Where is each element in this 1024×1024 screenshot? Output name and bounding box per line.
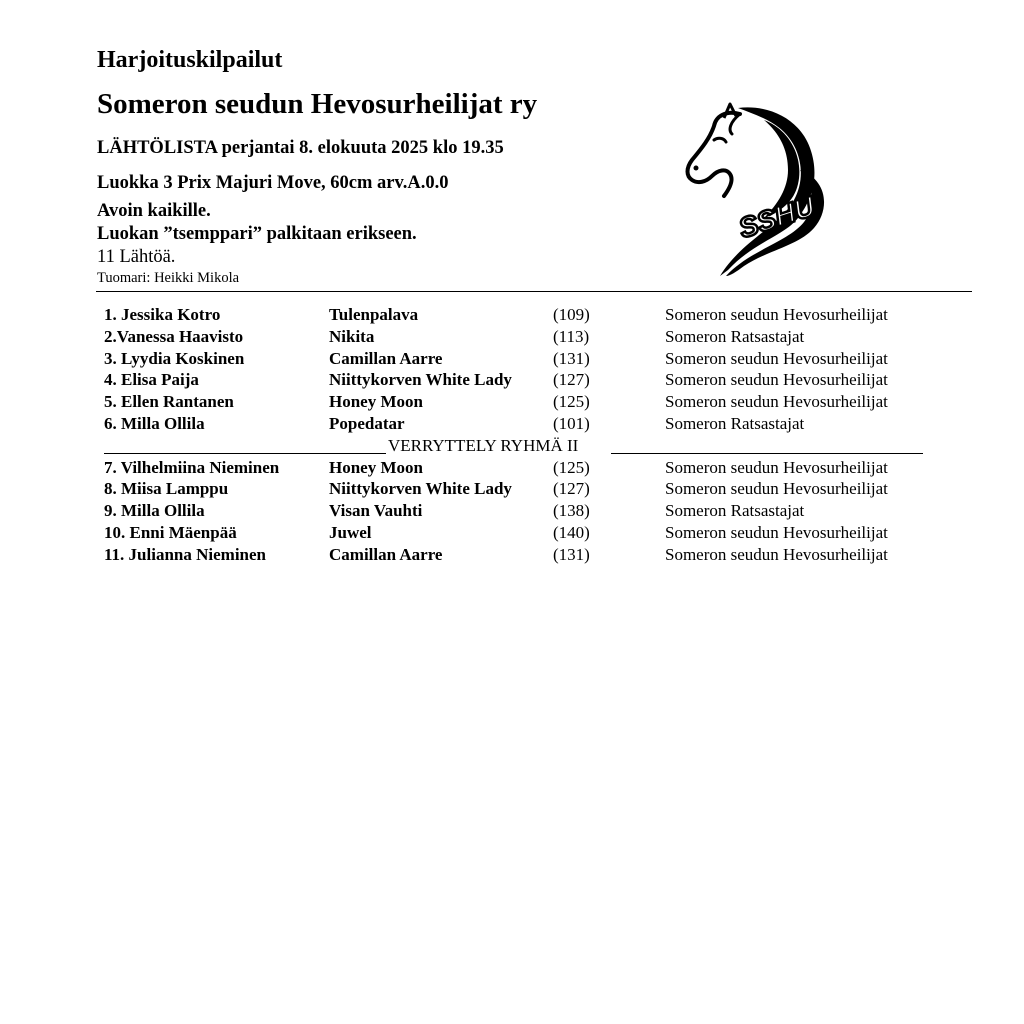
start-list-row (0, 369, 1024, 391)
start-group-1 (0, 304, 1024, 435)
horse-name: Honey Moon (329, 457, 423, 477)
horse-name: Camillan Aarre (329, 544, 443, 564)
rider-name: 7. Vilhelmiina Nieminen (104, 457, 280, 477)
horse-number: (140) (553, 522, 590, 542)
group-divider (0, 435, 1024, 457)
club-name: Someron seudun Hevosurheilijat (665, 392, 888, 412)
club-name: Someron seudun Hevosurheilijat (665, 305, 888, 324)
start-list-row (0, 457, 1024, 479)
start-list-row (0, 544, 1024, 566)
start-list-row (0, 500, 1024, 522)
class-title: Luokka 3 Prix Majuri Move, 60cm arv.A.0.0 (97, 173, 449, 193)
start-list-row (0, 478, 1024, 500)
club-name: Someron seudun Hevosurheilijat (665, 348, 888, 368)
rider-name: 4. Elisa Paija (104, 370, 199, 390)
club-name: Someron seudun Hevosurheilijat (665, 370, 888, 390)
start-list-row (0, 391, 1024, 413)
startlist-date: LÄHTÖLISTA perjantai 8. elokuuta 2025 klo 19.35 (97, 138, 504, 158)
document-header (97, 40, 697, 288)
horse-name: Nikita (329, 326, 375, 346)
start-group-2 (0, 457, 1024, 566)
divider-label: VERRYTTELY RYHMÄ II (388, 435, 579, 455)
rider-name: 11. Julianna Nieminen (104, 544, 267, 564)
horse-name: Juwel (329, 522, 372, 542)
divider-line-right (611, 453, 923, 454)
horse-name: Popedatar (329, 413, 405, 433)
rider-name: 9. Milla Ollila (104, 501, 205, 521)
horse-number: (125) (553, 392, 590, 412)
horse-name: Camillan Aarre (329, 348, 443, 368)
horse-name: Niittykorven White Lady (329, 479, 512, 499)
header-divider (96, 291, 972, 292)
divider-line-left (104, 453, 386, 454)
horse-name: Honey Moon (329, 392, 423, 412)
start-list (0, 304, 1024, 566)
horse-number: (109) (553, 305, 590, 324)
event-type: Harjoituskilpailut (97, 47, 283, 73)
horse-name: Niittykorven White Lady (329, 370, 512, 390)
horse-number: (101) (553, 413, 590, 433)
horse-number: (131) (553, 544, 590, 564)
rider-name: 2.Vanessa Haavisto (104, 326, 244, 346)
club-name: Someron seudun Hevosurheilijat (665, 522, 888, 542)
horse-number: (113) (553, 326, 590, 346)
rider-name: 3. Lyydia Koskinen (104, 348, 245, 368)
rider-name: 5. Ellen Rantanen (104, 392, 234, 412)
judge-name: Tuomari: Heikki Mikola (97, 270, 240, 286)
horse-number: (125) (553, 457, 590, 477)
start-list-row (0, 522, 1024, 544)
organization-title: Someron seudun Hevosurheilijat ry (97, 88, 538, 120)
rider-name: 1. Jessika Kotro (104, 305, 221, 324)
club-name: Someron Ratsastajat (665, 501, 805, 521)
horse-number: (127) (553, 479, 590, 499)
start-list-row (0, 304, 1024, 326)
start-list-row (0, 348, 1024, 370)
start-list-row (0, 413, 1024, 435)
rider-name: 8. Miisa Lamppu (104, 479, 229, 499)
club-name: Someron Ratsastajat (665, 326, 805, 346)
horse-name: Visan Vauhti (329, 501, 423, 521)
horse-name: Tulenpalava (329, 305, 419, 324)
club-name: Someron seudun Hevosurheilijat (665, 457, 888, 477)
horse-number: (138) (553, 501, 590, 521)
award-note: Luokan ”tsemppari” palkitaan erikseen. (97, 224, 417, 244)
logo-text: SSHU (735, 190, 819, 244)
club-name: Someron Ratsastajat (665, 413, 805, 433)
rider-name: 6. Milla Ollila (104, 413, 205, 433)
horse-number: (131) (553, 348, 590, 368)
eligibility-note: Avoin kaikille. (97, 201, 211, 221)
start-list-row (0, 326, 1024, 348)
horse-head-logo-icon (680, 100, 840, 280)
club-name: Someron seudun Hevosurheilijat (665, 544, 888, 564)
horse-number: (127) (553, 370, 590, 390)
rider-name: 10. Enni Mäenpää (104, 522, 237, 542)
starts-count: 11 Lähtöä. (97, 247, 176, 267)
club-name: Someron seudun Hevosurheilijat (665, 479, 888, 499)
